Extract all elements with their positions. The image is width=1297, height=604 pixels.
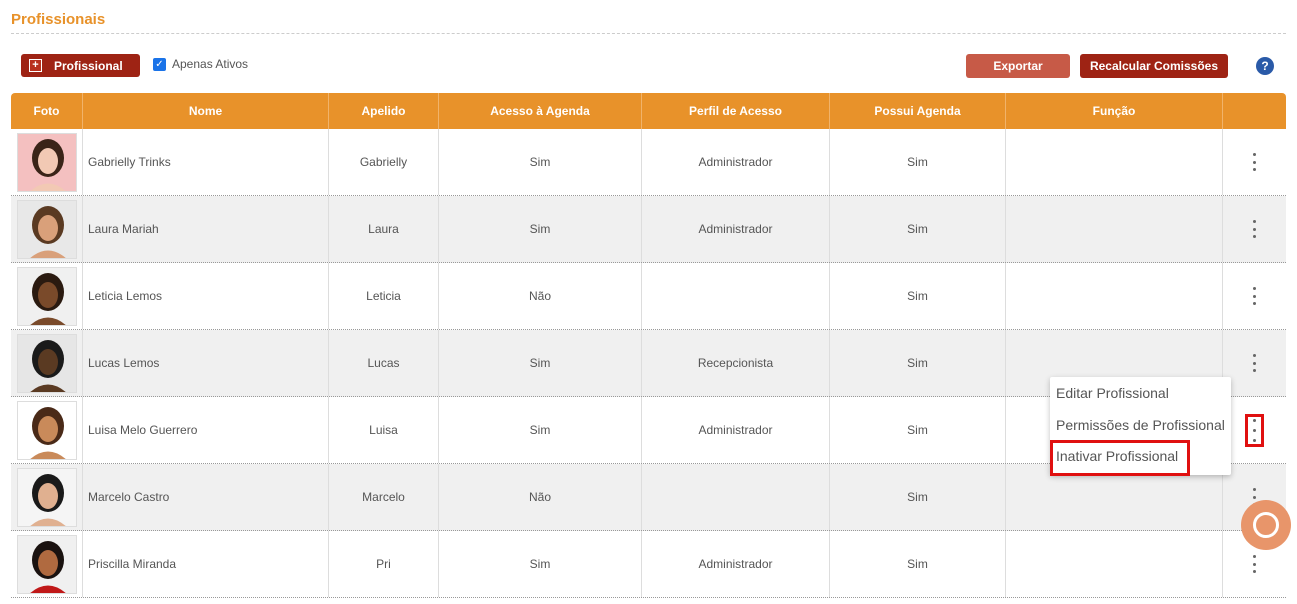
page-title: Profissionais (11, 11, 106, 28)
cell-possui-agenda: Sim (830, 464, 1006, 530)
cell-acesso-agenda: Sim (439, 397, 642, 463)
table-body (11, 129, 1286, 598)
cell-perfil-acesso: Administrador (642, 129, 830, 195)
header-funcao: Função (1006, 93, 1223, 129)
cell-perfil-acesso: Administrador (642, 397, 830, 463)
cell-funcao (1006, 263, 1223, 329)
cell-photo (11, 464, 83, 530)
cell-nome: Luisa Melo Guerrero (83, 397, 329, 463)
avatar (17, 267, 77, 326)
header-actions (1223, 93, 1286, 129)
cell-possui-agenda: Sim (830, 397, 1006, 463)
avatar (17, 200, 77, 259)
cell-photo (11, 263, 83, 329)
menu-item-permissions[interactable]: Permissões de Profissional (1056, 417, 1225, 433)
cell-actions (1223, 263, 1286, 329)
active-only-filter[interactable] (153, 57, 248, 71)
cell-acesso-agenda: Sim (439, 531, 642, 597)
cell-acesso-agenda: Sim (439, 330, 642, 396)
cell-nome: Priscilla Miranda (83, 531, 329, 597)
avatar (17, 133, 77, 192)
more-options-icon[interactable] (1245, 151, 1265, 173)
active-only-label: Apenas Ativos (172, 57, 249, 71)
cell-photo (11, 397, 83, 463)
cell-perfil-acesso: Recepcionista (642, 330, 830, 396)
cell-funcao (1006, 196, 1223, 262)
row-actions-menu (1050, 377, 1231, 475)
cell-nome: Lucas Lemos (83, 330, 329, 396)
cell-photo (11, 196, 83, 262)
cell-apelido: Luisa (329, 397, 439, 463)
more-options-icon[interactable] (1245, 352, 1265, 374)
avatar (17, 334, 77, 393)
cell-apelido: Leticia (329, 263, 439, 329)
more-options-icon[interactable] (1245, 218, 1265, 240)
chat-widget-button[interactable] (1241, 500, 1291, 550)
cell-actions (1223, 397, 1286, 463)
cell-nome: Laura Mariah (83, 196, 329, 262)
cell-apelido: Pri (329, 531, 439, 597)
table-row (11, 129, 1286, 196)
more-options-icon[interactable] (1245, 414, 1264, 447)
cell-nome: Leticia Lemos (83, 263, 329, 329)
avatar (17, 468, 77, 527)
cell-perfil-acesso: Administrador (642, 531, 830, 597)
cell-apelido: Marcelo (329, 464, 439, 530)
header-acesso-agenda: Acesso à Agenda (439, 93, 642, 129)
plus-icon: + (29, 59, 42, 72)
cell-apelido: Gabrielly (329, 129, 439, 195)
add-professional-button[interactable] (21, 54, 140, 77)
professionals-table (11, 93, 1286, 598)
cell-photo (11, 129, 83, 195)
chat-bubble-icon (1253, 512, 1279, 538)
cell-acesso-agenda: Não (439, 263, 642, 329)
menu-item-edit[interactable]: Editar Profissional (1056, 385, 1169, 401)
cell-actions (1223, 330, 1286, 396)
header-foto: Foto (11, 93, 83, 129)
table-row (11, 196, 1286, 263)
cell-actions (1223, 129, 1286, 195)
header-apelido: Apelido (329, 93, 439, 129)
cell-perfil-acesso (642, 263, 830, 329)
cell-possui-agenda: Sim (830, 129, 1006, 195)
more-options-icon[interactable] (1245, 553, 1265, 575)
header-nome: Nome (83, 93, 329, 129)
header-perfil-acesso: Perfil de Acesso (642, 93, 830, 129)
menu-item-deactivate[interactable]: Inativar Profissional (1053, 443, 1187, 473)
cell-perfil-acesso: Administrador (642, 196, 830, 262)
table-row (11, 531, 1286, 598)
header-possui-agenda: Possui Agenda (830, 93, 1006, 129)
checkbox-checked-icon[interactable]: ✓ (153, 58, 166, 71)
avatar (17, 401, 77, 460)
recalc-commissions-button[interactable]: Recalcular Comissões (1080, 54, 1228, 78)
help-icon[interactable]: ? (1256, 57, 1274, 75)
cell-apelido: Lucas (329, 330, 439, 396)
cell-photo (11, 330, 83, 396)
cell-funcao (1006, 531, 1223, 597)
more-options-icon[interactable] (1245, 285, 1265, 307)
cell-acesso-agenda: Sim (439, 196, 642, 262)
cell-possui-agenda: Sim (830, 330, 1006, 396)
cell-photo (11, 531, 83, 597)
export-button[interactable]: Exportar (966, 54, 1070, 78)
cell-acesso-agenda: Não (439, 464, 642, 530)
add-professional-label: Profissional (54, 58, 123, 73)
cell-nome: Gabrielly Trinks (83, 129, 329, 195)
cell-funcao (1006, 129, 1223, 195)
cell-acesso-agenda: Sim (439, 129, 642, 195)
cell-actions (1223, 196, 1286, 262)
cell-possui-agenda: Sim (830, 531, 1006, 597)
cell-possui-agenda: Sim (830, 196, 1006, 262)
cell-apelido: Laura (329, 196, 439, 262)
cell-nome: Marcelo Castro (83, 464, 329, 530)
title-divider (11, 33, 1286, 34)
cell-possui-agenda: Sim (830, 263, 1006, 329)
table-header (11, 93, 1286, 129)
avatar (17, 535, 77, 594)
cell-perfil-acesso (642, 464, 830, 530)
table-row (11, 263, 1286, 330)
